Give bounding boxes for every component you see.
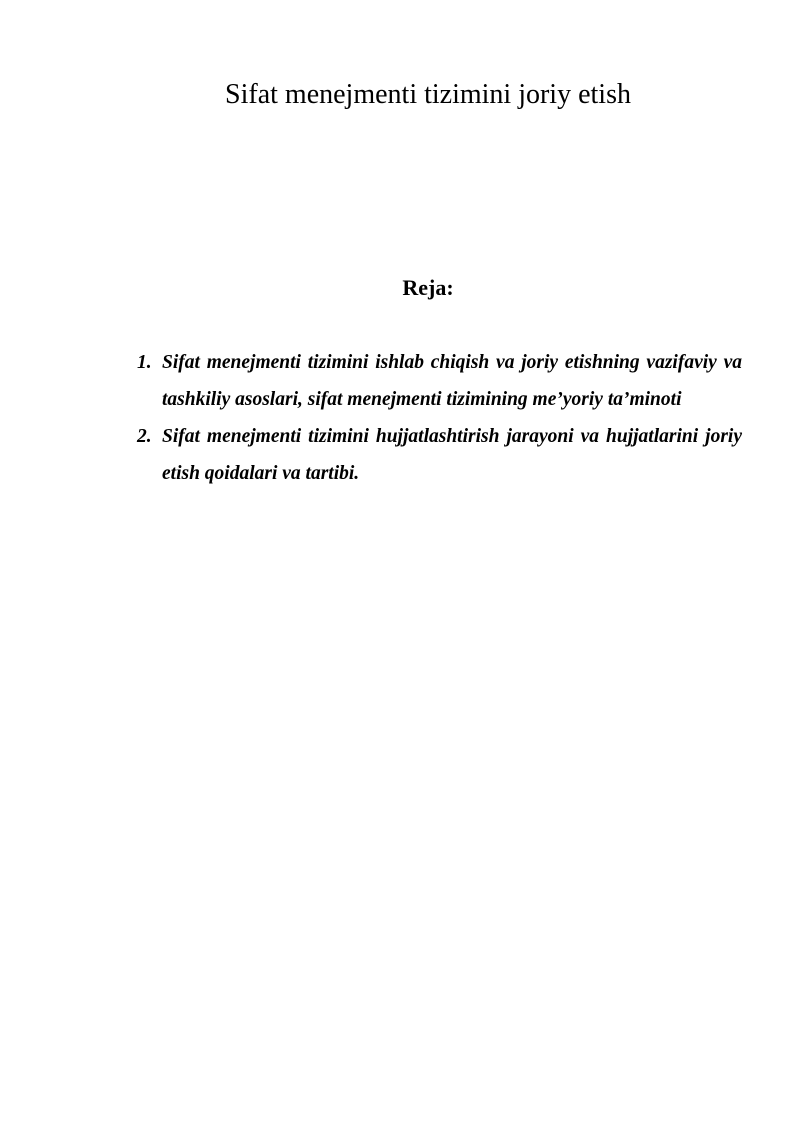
document-title: Sifat menejmenti tizimini joriy etish — [225, 79, 631, 110]
plan-item-number: 2. — [137, 426, 152, 447]
plan-list — [137, 344, 742, 492]
plan-heading: Reja: — [402, 275, 454, 300]
plan-item — [137, 418, 742, 492]
plan-item — [137, 344, 742, 418]
plan-item-number: 1. — [137, 352, 152, 373]
plan-item-text: Sifat menejmenti tizimini hujjatlashtirish jarayoni va hujjatlarini joriy etish qoidalari va tartibi. — [162, 426, 742, 484]
plan-item-text: Sifat menejmenti tizimini ishlab chiqish va joriy etishning vazifaviy va tashkiliy asoslari, sifat menejmenti tizimining me’yoriy ta’minoti — [162, 352, 742, 410]
